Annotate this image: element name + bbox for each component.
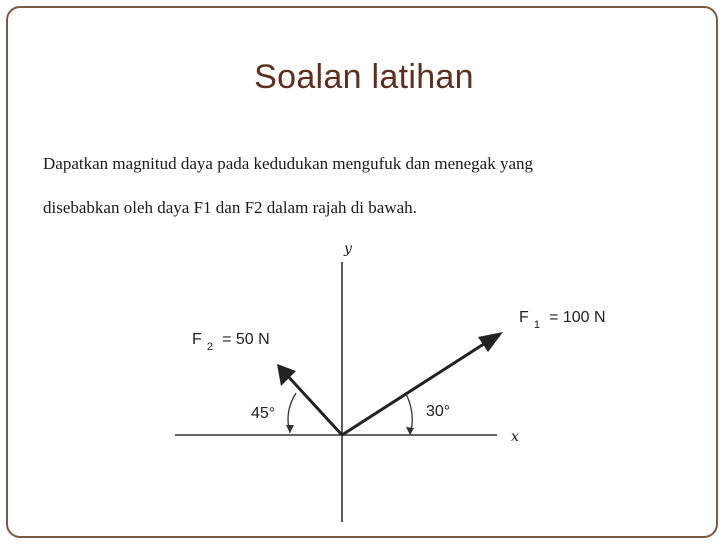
angle-arc-30-tip — [406, 427, 414, 435]
angle-label-30: 30° — [426, 403, 451, 420]
question-line-1: Dapatkan magnitud daya pada kedudukan mengufuk dan menegak yang — [43, 154, 534, 173]
force-f2-label — [192, 329, 270, 354]
question-line-2: disebabkan oleh daya F1 dan F2 dalam rajah di bawah. — [43, 198, 417, 217]
angle-arc-45-tip — [286, 425, 294, 433]
x-axis-label: x — [511, 429, 519, 445]
force-f1-symbol: F — [519, 309, 529, 326]
force-f2-subscript: 2 — [206, 341, 213, 353]
force-f2-value: = 50 N — [222, 331, 270, 348]
force-f1-arrowhead — [478, 332, 503, 352]
angle-label-45: 45° — [251, 405, 276, 422]
y-axis-label: y — [344, 241, 352, 257]
force-f1-subscript: 1 — [533, 319, 540, 331]
slide-title: Soalan latihan — [254, 58, 474, 96]
force-f2-symbol: F — [192, 331, 202, 348]
force-f1-value: = 100 N — [549, 309, 606, 326]
force-f1-label — [519, 307, 606, 332]
force-f1-arrow — [342, 340, 490, 435]
